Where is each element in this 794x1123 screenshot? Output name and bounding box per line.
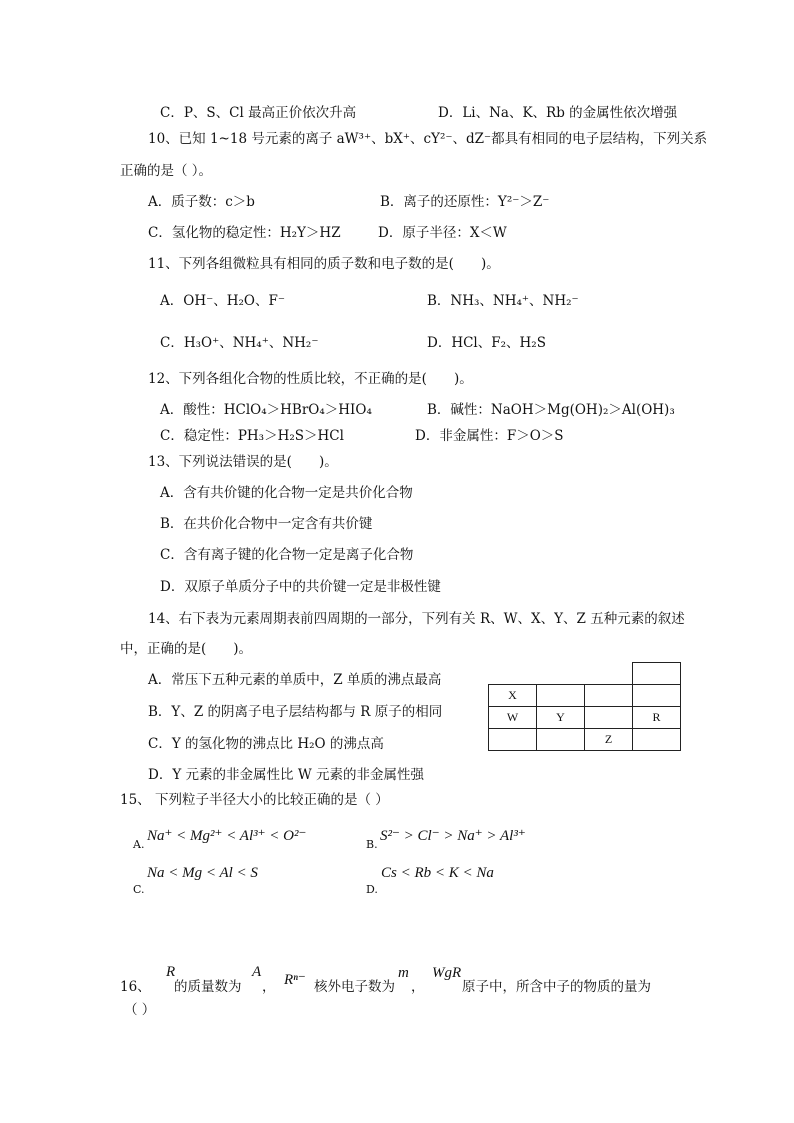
table-cell (585, 663, 633, 685)
q15-label-c: C. (133, 883, 145, 896)
q16-symbol-a: A (252, 964, 262, 980)
table-row (489, 707, 681, 729)
table-cell (489, 729, 537, 751)
q10-option-d: D．原子半径：X＜W (378, 225, 507, 241)
q16-symbol-r: R (166, 964, 176, 980)
q9-option-c: C．P、S、Cl 最高正价依次升高 (160, 105, 357, 121)
q16-comma-1: ， (262, 979, 276, 995)
q12-option-d: D．非金属性：F＞O＞S (415, 428, 564, 444)
q13-option-b: B．在共价化合物中一定含有共价键 (160, 516, 373, 532)
q14-option-b: B．Y、Z 的阴离子电子层结构都与 R 原子的相同 (148, 704, 443, 720)
q10-option-a: A．质子数：c＞b (148, 194, 255, 210)
q10-stem-line2: 正确的是（ ）。 (120, 163, 213, 179)
q14-option-c: C．Y 的氢化物的沸点比 H₂O 的沸点高 (148, 736, 384, 752)
q15-label-b: B. (366, 838, 378, 851)
q15-formula-a: Na⁺ < Mg²⁺ < Al³⁺ < O²⁻ (147, 828, 307, 844)
table-cell-r: R (633, 707, 681, 729)
q15-label-d: D. (366, 883, 378, 896)
q11-option-b: B．NH₃、NH₄⁺、NH₂⁻ (427, 293, 579, 309)
q13-option-d: D．双原子单质分子中的共价键一定是非极性键 (160, 579, 441, 595)
q16-text-mass-number: 的质量数为 (174, 979, 242, 995)
q14-stem-line1: 14、右下表为元素周期表前四周期的一部分，下列有关 R、W、X、Y、Z 五种元素的叙述 (148, 611, 685, 627)
q13-option-c: C．含有离子键的化合物一定是离子化合物 (160, 547, 414, 563)
table-row (489, 685, 681, 707)
table-cell (585, 707, 633, 729)
q11-stem: 11、下列各组微粒具有相同的质子数和电子数的是( )。 (148, 256, 500, 272)
q12-option-c: C．稳定性：PH₃＞H₂S＞HCl (160, 428, 344, 444)
periodic-table-fragment (488, 662, 681, 751)
q16-symbol-m: m (398, 965, 409, 981)
q14-option-d: D．Y 元素的非金属性比 W 元素的非金属性强 (148, 767, 424, 783)
q15-formula-b: S²⁻ > Cl⁻ > Na⁺ > Al³⁺ (380, 828, 526, 844)
q16-text-neutrons: 原子中，所含中子的物质的量为 (462, 979, 651, 995)
table-cell (585, 685, 633, 707)
q16-text-electrons: 核外电子数为 (314, 979, 395, 995)
q16-symbol-wgr: WgR (432, 965, 462, 981)
q14-stem-line2: 中，正确的是( )。 (120, 641, 253, 657)
q11-option-c: C．H₃O⁺、NH₄⁺、NH₂⁻ (160, 335, 319, 351)
q9-option-d: D．Li、Na、K、Rb 的金属性依次增强 (438, 105, 678, 121)
q10-option-c: C．氢化物的稳定性：H₂Y＞HZ (148, 225, 341, 241)
q14-option-a: A．常压下五种元素的单质中，Z 单质的沸点最高 (148, 672, 442, 688)
q10-stem-line1: 10、已知 1~18 号元素的离子 aW³⁺、bX⁺、cY²⁻、dZ⁻都具有相同的电子层结构，下列关系 (148, 131, 708, 147)
q13-option-a: A．含有共价键的化合物一定是共价化合物 (160, 485, 413, 501)
q10-option-b: B．离子的还原性：Y²⁻＞Z⁻ (380, 194, 550, 210)
table-cell-z: Z (585, 729, 633, 751)
table-cell (537, 729, 585, 751)
table-row (489, 663, 681, 685)
table-cell-y: Y (537, 707, 585, 729)
q12-option-a: A．酸性：HClO₄＞HBrO₄＞HIO₄ (160, 402, 372, 418)
table-cell (633, 729, 681, 751)
q16-comma-2: ， (411, 979, 425, 995)
table-cell (489, 663, 537, 685)
table-row (489, 729, 681, 751)
table-cell-w: W (489, 707, 537, 729)
table-cell (633, 685, 681, 707)
q11-option-a: A．OH⁻、H₂O、F⁻ (160, 293, 285, 309)
q11-option-d: D．HCl、F₂、H₂S (427, 335, 546, 351)
table-cell-x: X (489, 685, 537, 707)
q12-option-b: B．碱性：NaOH＞Mg(OH)₂＞Al(OH)₃ (427, 402, 675, 418)
table-cell (537, 685, 585, 707)
table-cell (537, 663, 585, 685)
q12-stem: 12、下列各组化合物的性质比较，不正确的是( )。 (148, 371, 473, 387)
q15-label-a: A. (133, 838, 145, 851)
q15-formula-d: Cs < Rb < K < Na (381, 865, 494, 881)
q16-answer-paren: （ ） (124, 1002, 156, 1018)
q16-symbol-rn: Rⁿ⁻ (284, 972, 306, 988)
q13-stem: 13、下列说法错误的是( )。 (148, 454, 338, 470)
q16-number: 16、 (120, 979, 151, 995)
table-cell (633, 663, 681, 685)
q15-formula-c: Na < Mg < Al < S (147, 865, 258, 881)
q15-stem: 15、 下列粒子半径大小的比较正确的是（ ） (120, 792, 389, 808)
